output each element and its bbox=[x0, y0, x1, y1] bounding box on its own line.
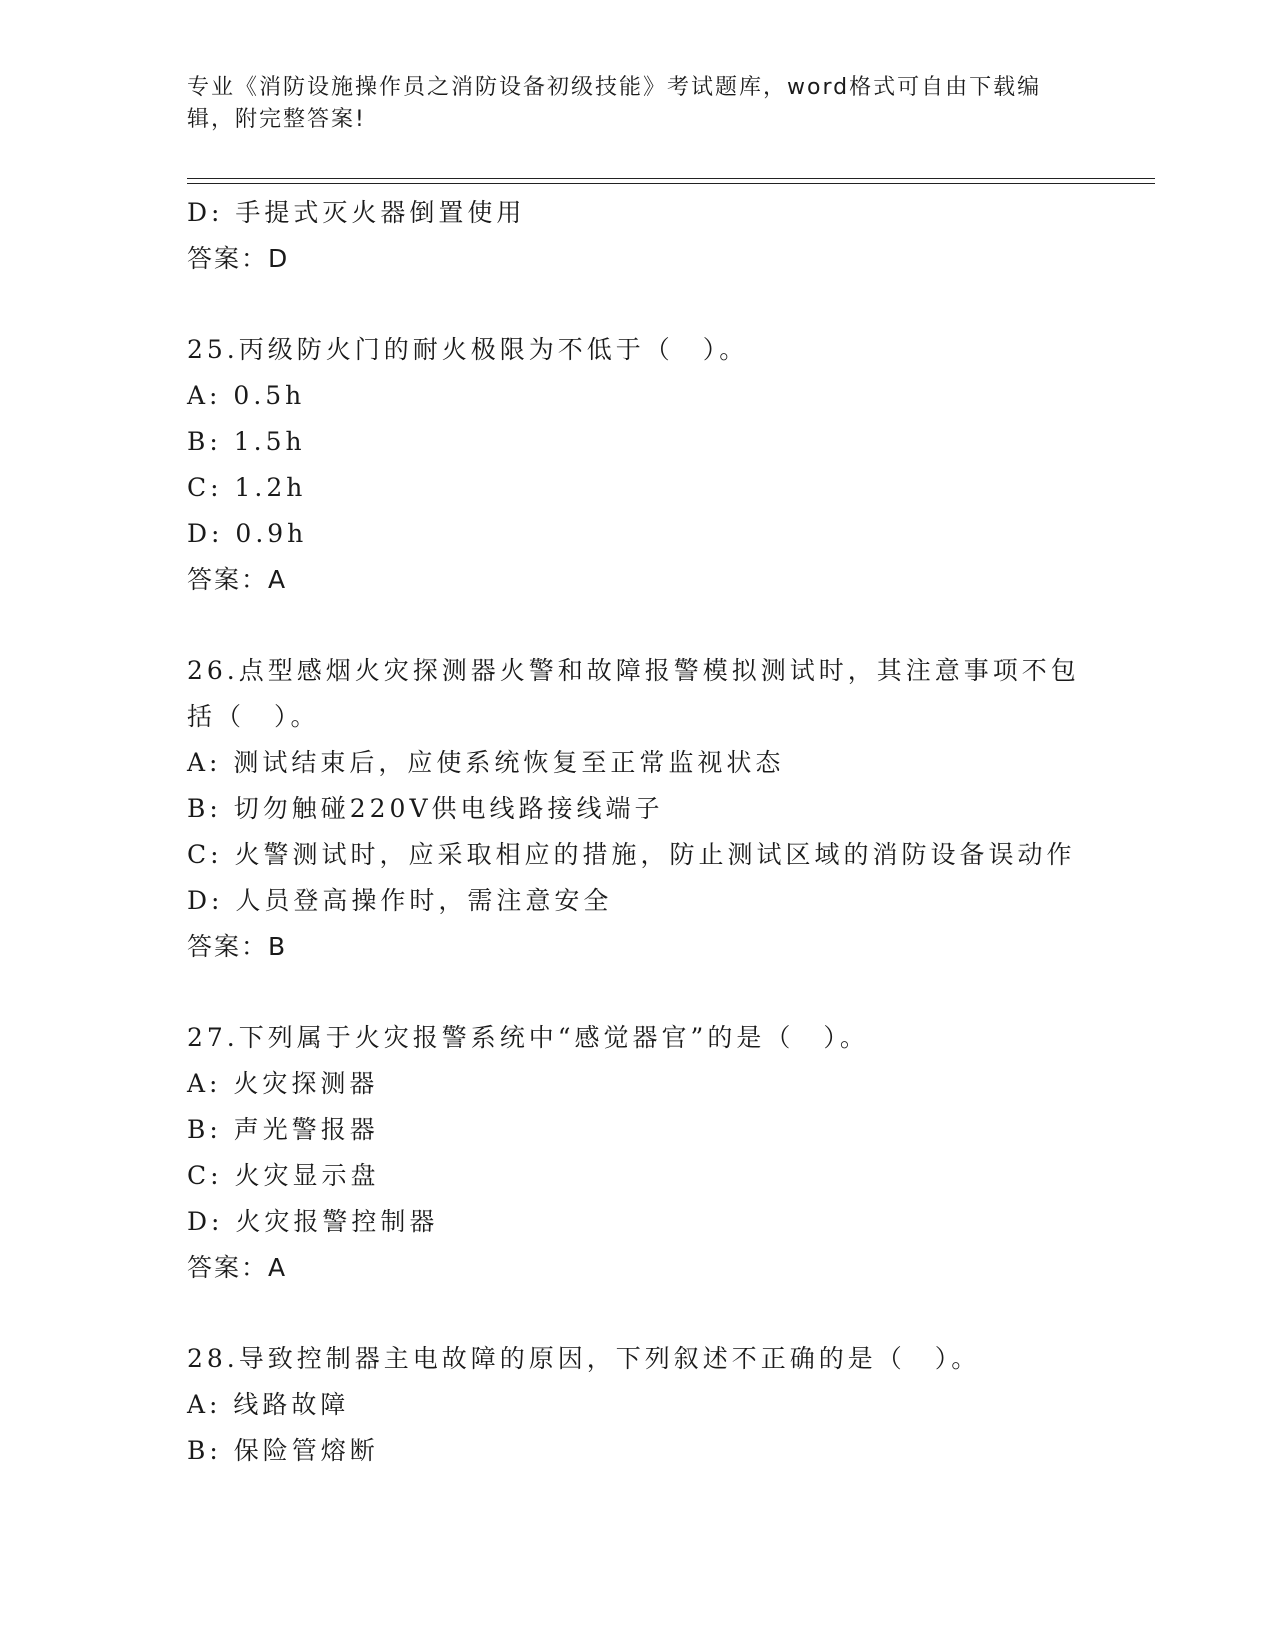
option-a: A: 线路故障 bbox=[187, 1390, 350, 1419]
option-c: C: 1.2h bbox=[187, 473, 307, 502]
option-b: B: 声光警报器 bbox=[187, 1115, 379, 1144]
question-24-continued bbox=[187, 190, 1147, 282]
option-a: A: 0.5h bbox=[187, 381, 306, 410]
spacer bbox=[187, 970, 1147, 1015]
question-stem: 28.导致控制器主电故障的原因，下列叙述不正确的是（ ）。 bbox=[187, 1344, 981, 1373]
option-c: C: 火警测试时，应采取相应的措施，防止测试区域的消防设备误动作 bbox=[187, 840, 1076, 869]
option-c: C: 火灾显示盘 bbox=[187, 1161, 380, 1190]
answer-line: 答案：A bbox=[187, 1253, 288, 1282]
answer-line: 答案：B bbox=[187, 932, 288, 961]
document-header bbox=[187, 72, 1067, 136]
spacer bbox=[187, 1291, 1147, 1336]
question-27 bbox=[187, 1015, 1147, 1291]
question-stem: 25.丙级防火门的耐火极限为不低于（ ）。 bbox=[187, 335, 749, 364]
answer-line: 答案：A bbox=[187, 565, 288, 594]
option-d: D: 0.9h bbox=[187, 519, 308, 548]
option-d: D: 火灾报警控制器 bbox=[187, 1207, 439, 1236]
question-26 bbox=[187, 648, 1147, 970]
question-25 bbox=[187, 327, 1147, 603]
option-a: A: 测试结束后，应使系统恢复至正常监视状态 bbox=[187, 748, 785, 777]
option-d: D: 手提式灭火器倒置使用 bbox=[187, 198, 526, 227]
document-body bbox=[187, 190, 1147, 1474]
question-stem-continued: 括（ ）。 bbox=[187, 702, 320, 731]
spacer bbox=[187, 282, 1147, 327]
header-divider-bottom bbox=[187, 183, 1155, 184]
header-line-1: 专业《消防设施操作员之消防设备初级技能》考试题库，word格式可自由下载编 bbox=[187, 75, 1042, 100]
option-a: A: 火灾探测器 bbox=[187, 1069, 379, 1098]
option-b: B: 保险管熔断 bbox=[187, 1436, 379, 1465]
header-line-2: 辑，附完整答案! bbox=[187, 107, 366, 132]
spacer bbox=[187, 603, 1147, 648]
question-stem: 27.下列属于火灾报警系统中“感觉器官”的是（ ）。 bbox=[187, 1023, 869, 1052]
option-b: B: 1.5h bbox=[187, 427, 306, 456]
question-28 bbox=[187, 1336, 1147, 1474]
option-b: B: 切勿触碰220V供电线路接线端子 bbox=[187, 794, 664, 823]
option-d: D: 人员登高操作时，需注意安全 bbox=[187, 886, 613, 915]
header-divider-top bbox=[187, 178, 1155, 179]
answer-line: 答案：D bbox=[187, 244, 290, 273]
question-stem: 26.点型感烟火灾探测器火警和故障报警模拟测试时，其注意事项不包 bbox=[187, 656, 1080, 685]
